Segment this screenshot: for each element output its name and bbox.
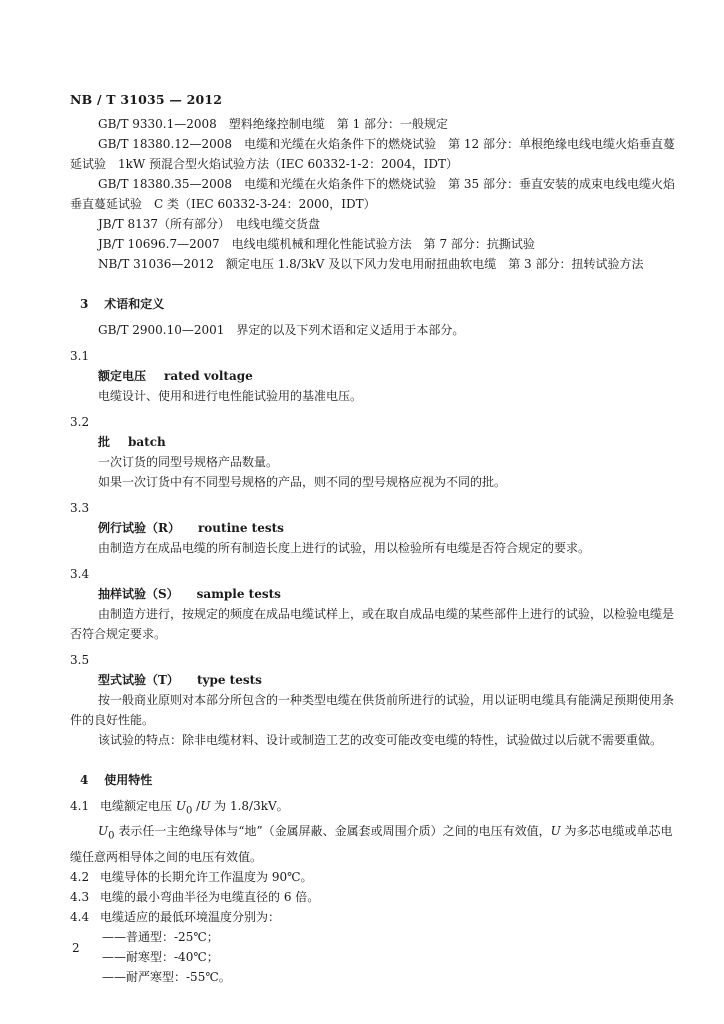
reference-item: GB/T 9330.1—2008 塑料绝缘控制电缆 第 1 部分：一般规定 xyxy=(98,117,449,131)
section-3-heading xyxy=(80,294,682,314)
section-title: 术语和定义 xyxy=(104,297,165,311)
term-3-4 xyxy=(70,564,682,644)
term-en: sample tests xyxy=(196,587,281,601)
section-4-heading xyxy=(80,770,682,790)
symbol-u: U xyxy=(550,824,561,839)
clause-4-4 xyxy=(70,907,682,927)
clause-4-1 xyxy=(70,796,682,821)
term-zh: 例行试验（R） xyxy=(98,521,180,535)
clause-number: 4.2 xyxy=(70,869,90,884)
term-en: batch xyxy=(128,435,166,449)
page-number: 2 xyxy=(72,941,80,955)
term-definition: 该试验的特点：除非电缆材料、设计或制造工艺的改变可能改变电缆的特性，试验做过以后就不需要重做。 xyxy=(98,733,663,747)
section-title: 使用特性 xyxy=(104,773,153,787)
text-run: / xyxy=(192,799,201,813)
reference-item: NB/T 31036—2012 额定电压 1.8/3kV 及以下风力发电用耐扭曲软电缆 第 3 部分：扭转试验方法 xyxy=(98,257,644,271)
symbol-subscript: 0 xyxy=(185,805,193,817)
reference-item: GB/T 18380.12—2008 电缆和光缆在火焰条件下的燃烧试验 第 12 部分：单根绝缘电线电缆火焰垂直蔓延试验 1kW 预混合型火焰试验方法（IEC 60332-1-2：2004，IDT） xyxy=(70,137,675,171)
term-en: routine tests xyxy=(197,521,284,535)
reference-item: JB/T 8137（所有部分） 电线电缆交货盘 xyxy=(98,217,321,231)
term-en: type tests xyxy=(196,673,262,687)
term-en: rated voltage xyxy=(164,369,253,383)
term-zh: 额定电压 xyxy=(98,369,147,383)
term-number: 3.1 xyxy=(70,349,90,363)
text-run: 为 1.8/3kV。 xyxy=(210,799,289,813)
clause-4-2 xyxy=(70,867,682,887)
clause-4-1-explanation xyxy=(70,821,682,866)
term-definition: 按一般商业原则对本部分所包含的一种类型电缆在供货前所进行的试验，用以证明电缆具有能满足预期使用条件的良好性能。 xyxy=(70,693,675,727)
term-number: 3.5 xyxy=(70,653,90,667)
standard-id-header: NB / T 31035 — 2012 xyxy=(70,92,223,107)
temperature-list-item: ——耐寒型：-40℃； xyxy=(102,949,219,964)
term-zh: 抽样试验（S） xyxy=(98,587,179,601)
term-3-5 xyxy=(70,650,682,750)
temperature-list-item: ——普通型：-25℃； xyxy=(102,929,219,944)
clause-text: 电缆导体的长期允许工作温度为 90℃。 xyxy=(100,869,313,884)
section-3-intro: GB/T 2900.10—2001 界定的以及下列术语和定义适用于本部分。 xyxy=(98,323,465,337)
term-definition: 一次订货的同型号规格产品数量。 xyxy=(98,455,279,469)
text-run: 为多芯电缆或单芯电缆任意两相导体之间的电压有效值。 xyxy=(70,824,673,864)
term-heading xyxy=(70,366,682,386)
page-content xyxy=(70,114,682,987)
reference-item: GB/T 18380.35—2008 电缆和光缆在火焰条件下的燃烧试验 第 35 部分：垂直安装的成束电线电缆火焰垂直蔓延试验 C 类（IEC 60332-3-24：2000，IDT） xyxy=(70,177,675,211)
temperature-list-item: ——耐严寒型：-55℃。 xyxy=(102,969,231,984)
term-definition: 由制造方在成品电缆的所有制造长度上进行的试验，用以检验所有电缆是否符合规定的要求。 xyxy=(98,541,591,555)
term-number: 3.3 xyxy=(70,501,90,515)
term-3-1 xyxy=(70,346,682,406)
symbol-u: U xyxy=(200,799,211,813)
term-zh: 型式试验（T） xyxy=(98,673,179,687)
text-run: 表示任一主绝缘导体与“地”（金属屏蔽、金属套或周围介质）之间的电压有效值， xyxy=(114,824,551,839)
term-definition: 电缆设计、使用和进行电性能试验用的基准电压。 xyxy=(98,389,363,403)
term-heading xyxy=(70,432,682,452)
reference-item: JB/T 10696.7—2007 电线电缆机械和理化性能试验方法 第 7 部分：抗撕试验 xyxy=(98,237,535,251)
text-run: 电缆额定电压 xyxy=(100,799,176,813)
clause-number: 4.4 xyxy=(70,909,90,924)
symbol-subscript: 0 xyxy=(108,830,115,842)
term-definition: 如果一次订货中有不同型号规格的产品，则不同的型号规格应视为不同的批。 xyxy=(98,475,507,489)
term-heading xyxy=(70,584,682,604)
term-heading xyxy=(70,518,682,538)
term-zh: 批 xyxy=(98,435,111,449)
clause-number: 4.1 xyxy=(70,799,90,813)
symbol-u: U xyxy=(175,799,186,813)
section-number: 4 xyxy=(80,773,89,787)
section-number: 3 xyxy=(80,297,89,311)
clause-text xyxy=(100,796,682,821)
normative-references-list xyxy=(70,114,682,274)
clause-text: 电缆适应的最低环境温度分别为： xyxy=(100,909,281,924)
clause-number: 4.3 xyxy=(70,889,90,904)
term-3-3 xyxy=(70,498,682,558)
symbol-u: U xyxy=(98,824,109,839)
term-number: 3.2 xyxy=(70,415,90,429)
clause-4-3 xyxy=(70,887,682,907)
term-3-2 xyxy=(70,412,682,492)
term-heading xyxy=(70,670,682,690)
term-number: 3.4 xyxy=(70,567,90,581)
clause-text: 电缆的最小弯曲半径为电缆直径的 6 倍。 xyxy=(100,889,320,904)
term-definition: 由制造方进行，按规定的频度在成品电缆试样上，或在取自成品电缆的某些部件上进行的试验，以检验电缆是否符合规定要求。 xyxy=(70,607,675,641)
